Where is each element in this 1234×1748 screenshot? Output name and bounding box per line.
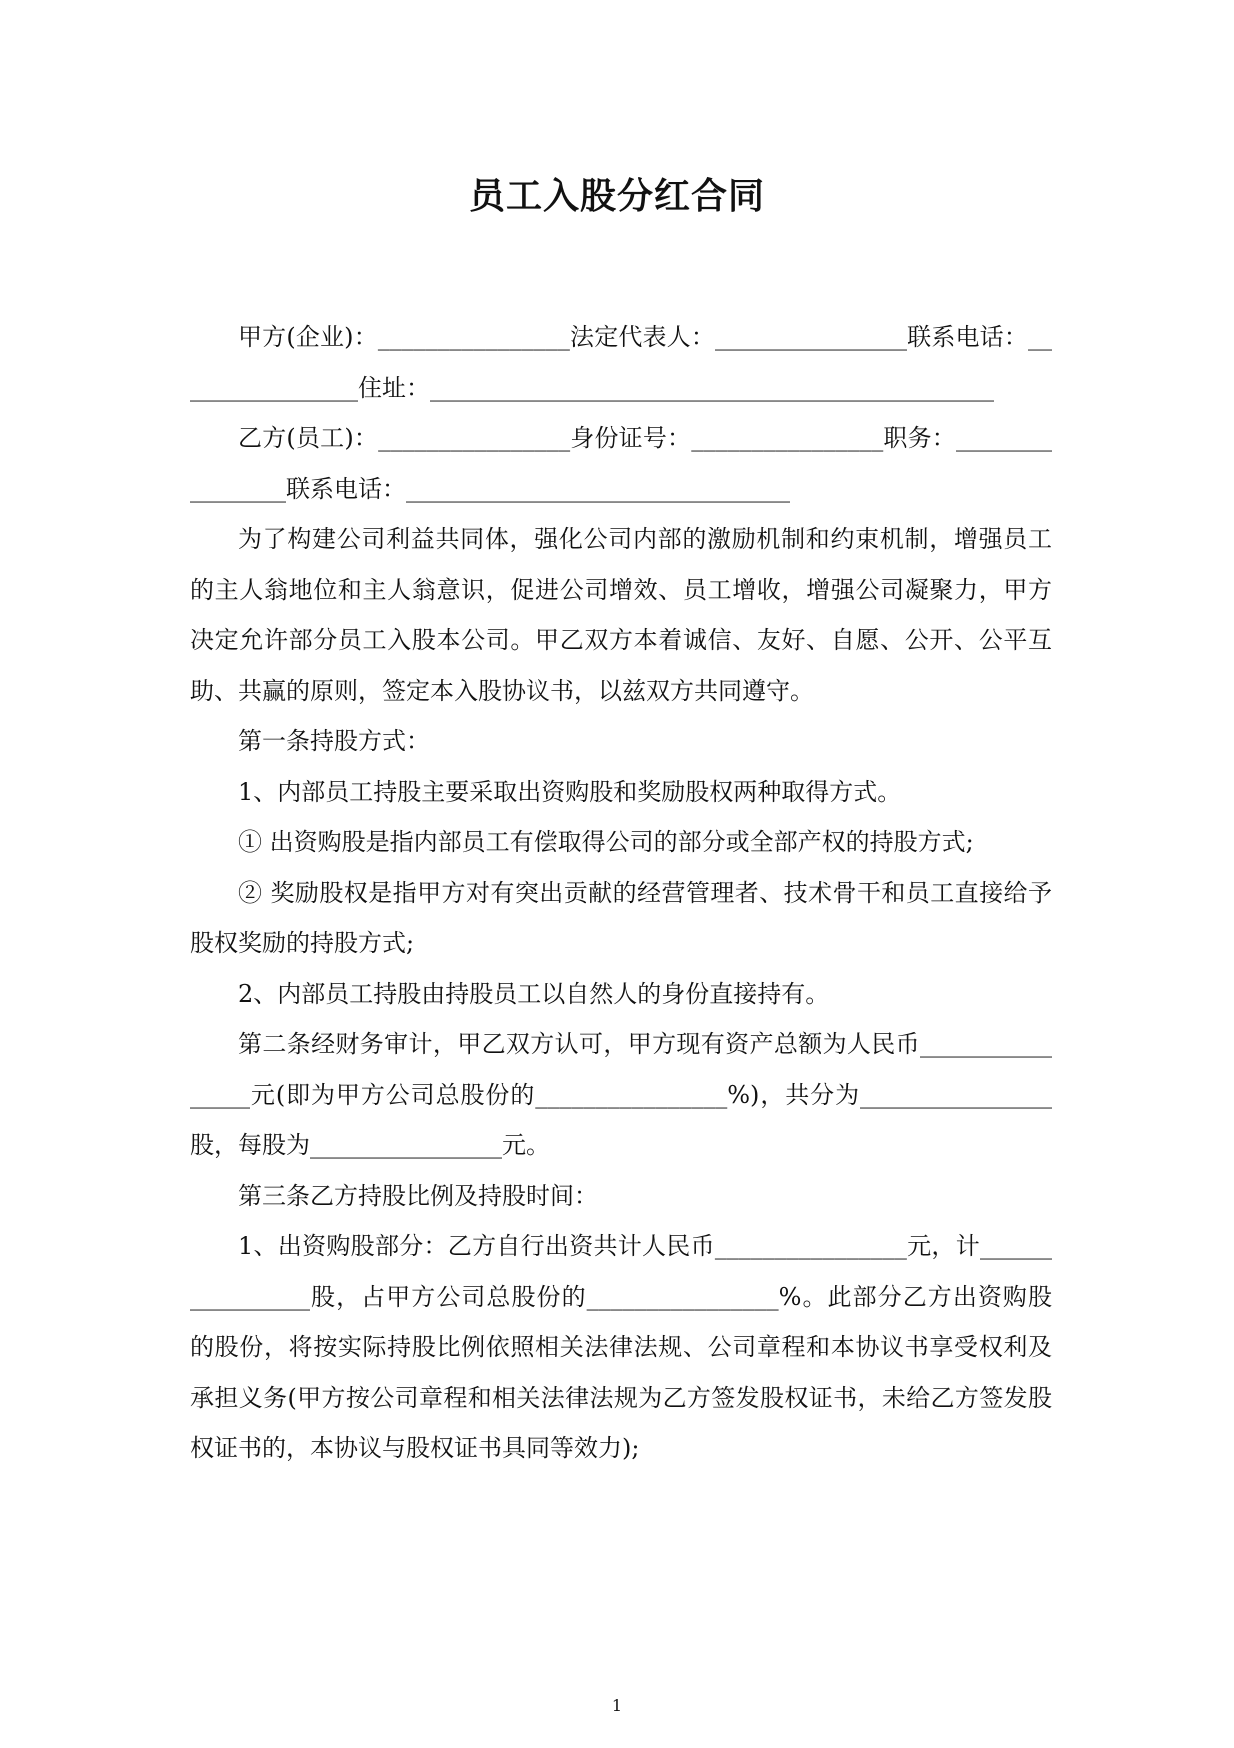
article-1-item-1: 1、内部员工持股主要采取出资购股和奖励股权两种取得方式。	[238, 777, 902, 806]
article-2-paragraph: 第二条经财务审计，甲乙双方认可，甲方现有资产总额为人民币________________元(即为甲方公司总股份的________________%)，共分为________________股，每股为________________元。	[190, 1030, 1052, 1159]
party-b-info: 乙方(员工)：________________身份证号：________________职务：________________联系电话：________________________________	[190, 424, 1052, 503]
article-1-heading: 第一条持股方式：	[238, 727, 430, 755]
article-1-item-1b: ② 奖励股权是指甲方对有突出贡献的经营管理者、技术骨干和员工直接给予股权奖励的持股方式;	[190, 878, 1052, 957]
article-3-item-1: 1、出资购股部分：乙方自行出资共计人民币________________元，计________________股，占甲方公司总股份的________________%。此部分乙方出资购股的股份，将按实际持股比例依照相关法律法规、公司章程和本协议书享受权利及承担义务(甲方按公司章程和相关法律法规为乙方签发股权证书，未给乙方签发股权证书的，本协议与股权证书具同等效力);	[190, 1232, 1052, 1462]
document-body	[190, 312, 1052, 1474]
article-1-item-1a: ① 出资购股是指内部员工有偿取得公司的部分或全部产权的持股方式;	[238, 828, 974, 856]
article-3-heading: 第三条乙方持股比例及持股时间：	[238, 1181, 598, 1210]
party-a-info: 甲方(企业)：________________法定代表人：________________联系电话：________________住址：_______________________________________________	[190, 323, 1052, 402]
article-1-item-2: 2、内部员工持股由持股员工以自然人的身份直接持有。	[238, 979, 830, 1008]
page-number: 1	[611, 1696, 623, 1715]
document-title: 员工入股分红合同	[468, 176, 765, 217]
preamble-paragraph: 为了构建公司利益共同体，强化公司内部的激励机制和约束机制，增强员工的主人翁地位和主人翁意识，促进公司增效、员工增收，增强公司凝聚力，甲方决定允许部分员工入股本公司。甲乙双方本着诚信、友好、自愿、公开、公平互助、共赢的原则，签定本入股协议书，以兹双方共同遵守。	[190, 525, 1052, 705]
